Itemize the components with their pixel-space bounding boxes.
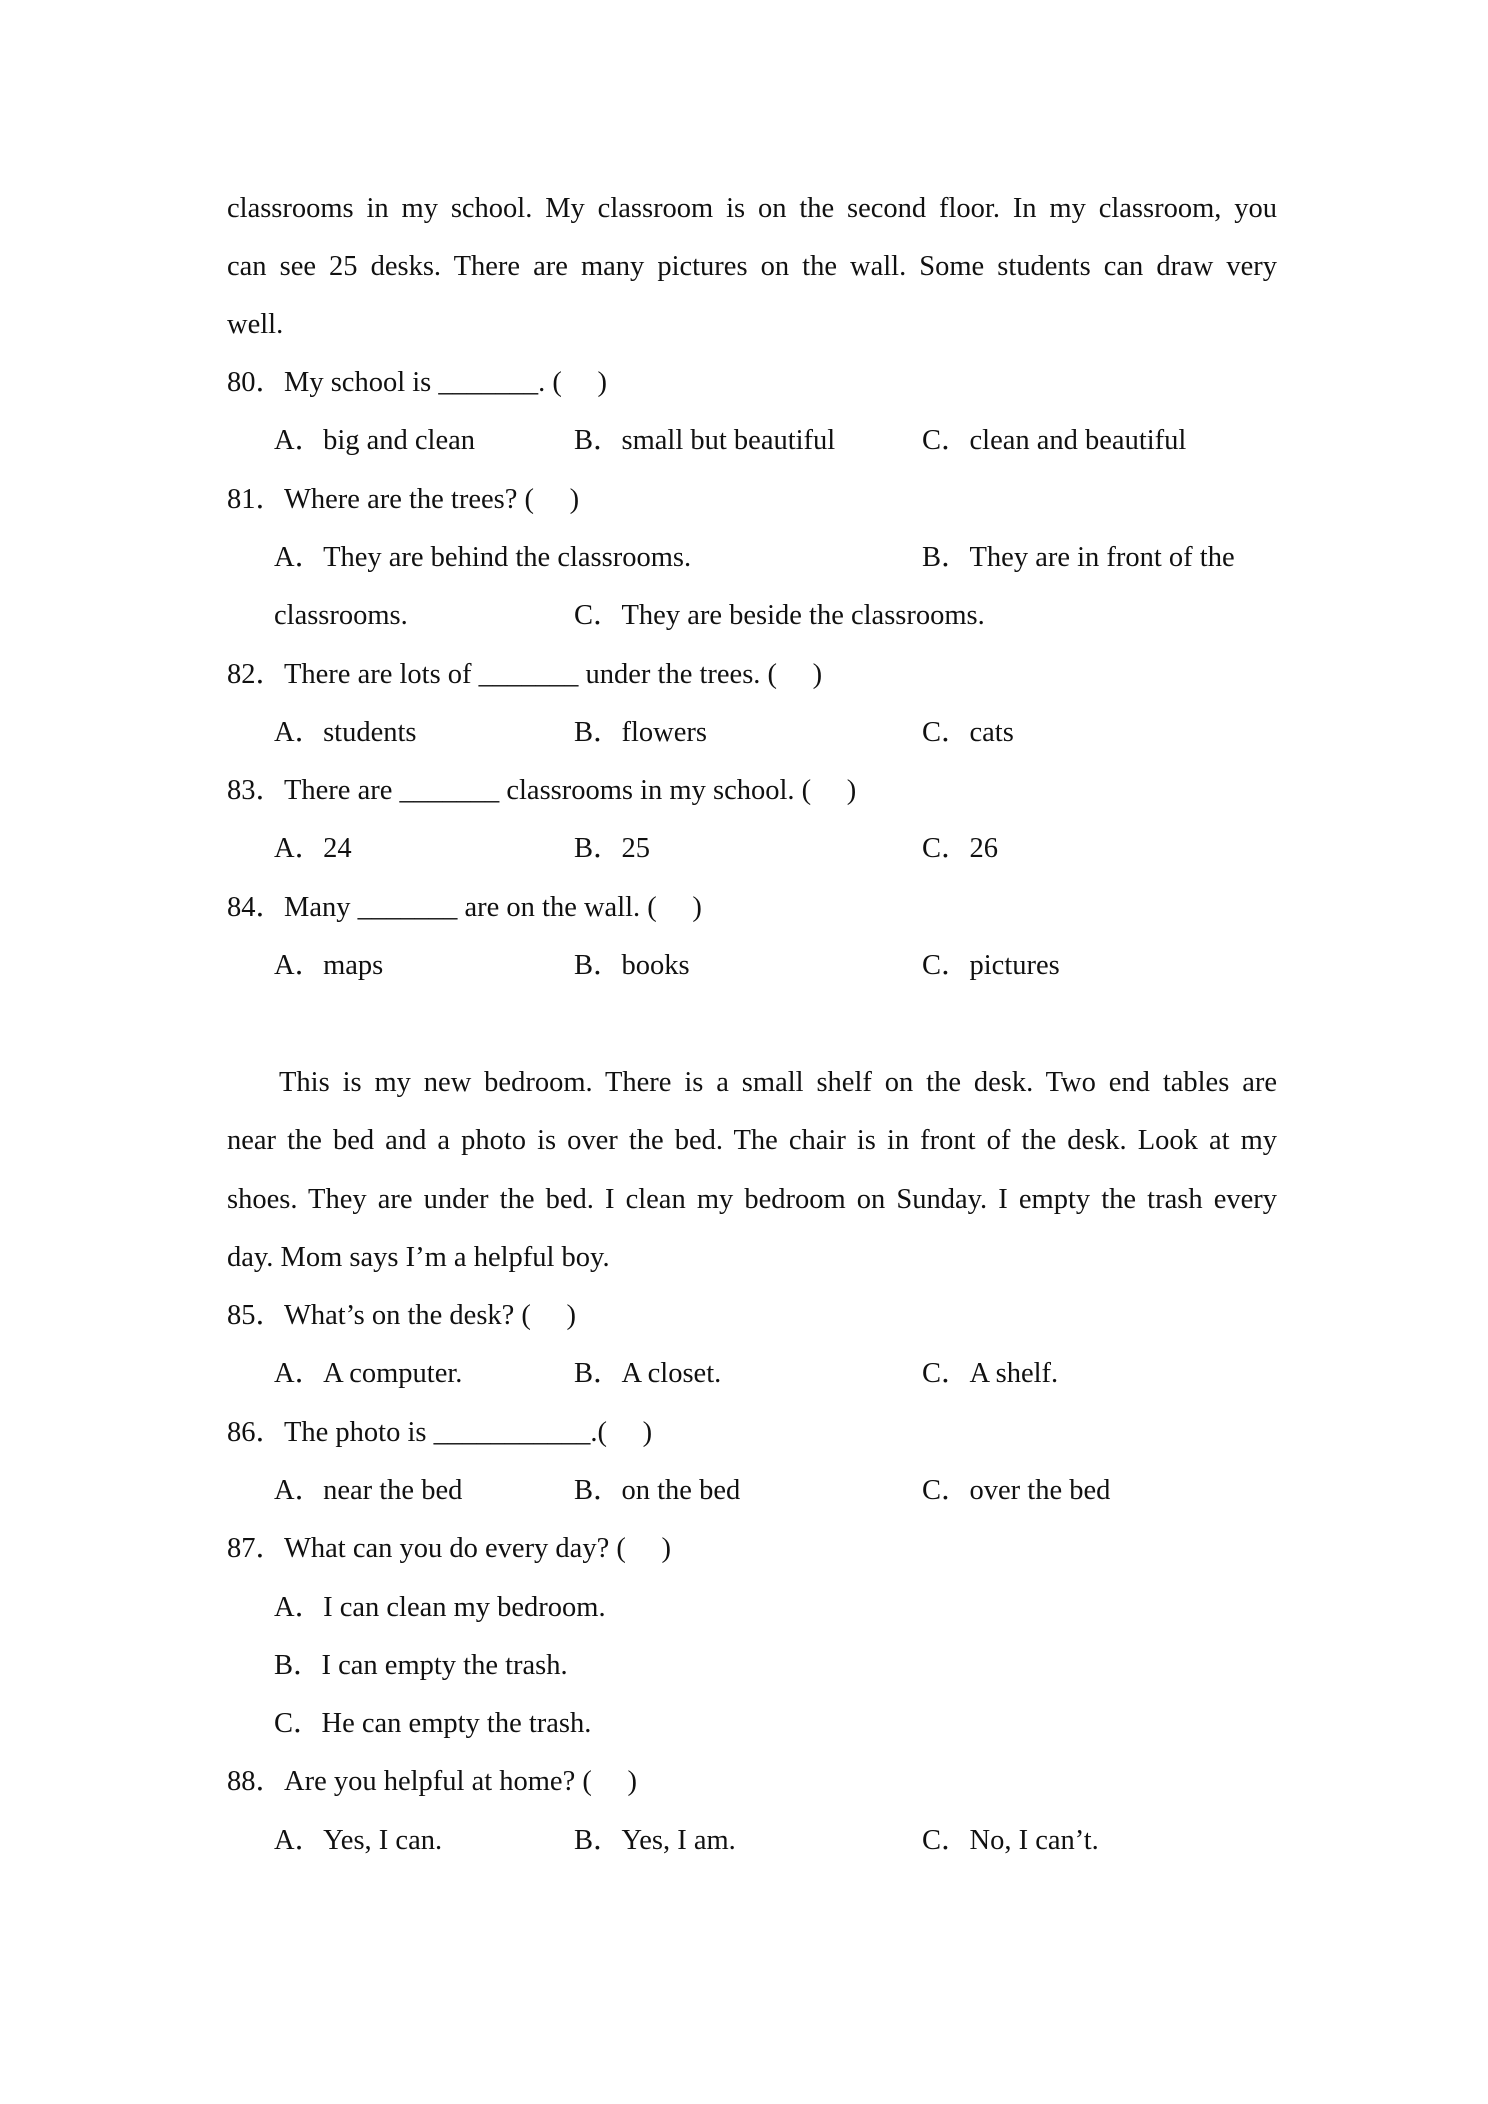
question-85-option-c: C．A shelf. bbox=[922, 1358, 1059, 1389]
question-86-option-a: A．near the bed bbox=[274, 1475, 463, 1506]
question-85-option-a: A．A computer. bbox=[274, 1358, 463, 1389]
question-81-option-b: B．They are in front of the bbox=[922, 542, 1235, 573]
question-84-option-c: C．pictures bbox=[922, 950, 1060, 981]
question-81-option-b-continued: classrooms. bbox=[274, 600, 408, 631]
question-86-option-c: C．over the bed bbox=[922, 1475, 1111, 1506]
question-80-stem: 80．My school is _______. ( ) bbox=[227, 367, 607, 398]
question-87-option-b: B．I can empty the trash. bbox=[274, 1650, 568, 1681]
passage1-line-1: classrooms in my school. My classroom is on the second floor. In my classroom, you bbox=[227, 193, 1277, 224]
question-81-option-c: C．They are beside the classrooms. bbox=[574, 600, 985, 631]
question-84-option-b: B．books bbox=[574, 950, 690, 981]
question-86-stem: 86．The photo is ___________.( ) bbox=[227, 1417, 653, 1448]
question-83-option-a: A．24 bbox=[274, 833, 352, 864]
question-84-stem: 84．Many _______ are on the wall. ( ) bbox=[227, 892, 702, 923]
question-82-stem: 82．There are lots of _______ under the trees. ( ) bbox=[227, 659, 823, 690]
passage1-line-2: can see 25 desks. There are many pictures on the wall. Some students can draw very bbox=[227, 251, 1277, 282]
question-85-stem: 85．What’s on the desk? ( ) bbox=[227, 1300, 577, 1331]
question-80-option-c: C．clean and beautiful bbox=[922, 425, 1187, 456]
question-88-stem: 88．Are you helpful at home? ( ) bbox=[227, 1766, 637, 1797]
question-87-stem: 87．What can you do every day? ( ) bbox=[227, 1533, 671, 1564]
question-88-option-b: B．Yes, I am. bbox=[574, 1825, 736, 1856]
question-80-option-a: A．big and clean bbox=[274, 425, 476, 456]
question-80-option-b: B．small but beautiful bbox=[574, 425, 836, 456]
question-83-option-b: B．25 bbox=[574, 833, 651, 864]
passage2-line-4: day. Mom says I’m a helpful boy. bbox=[227, 1242, 610, 1273]
question-86-option-b: B．on the bed bbox=[574, 1475, 741, 1506]
question-82-option-b: B．flowers bbox=[574, 717, 707, 748]
question-87-option-c: C．He can empty the trash. bbox=[274, 1708, 592, 1739]
question-88-option-c: C．No, I can’t. bbox=[922, 1825, 1099, 1856]
question-88-option-a: A．Yes, I can. bbox=[274, 1825, 443, 1856]
question-87-option-a: A．I can clean my bedroom. bbox=[274, 1592, 606, 1623]
question-84-option-a: A．maps bbox=[274, 950, 384, 981]
question-85-option-b: B．A closet. bbox=[574, 1358, 722, 1389]
passage2-line-2: near the bed and a photo is over the bed. The chair is in front of the desk. Look at my bbox=[227, 1125, 1277, 1156]
passage2-line-3: shoes. They are under the bed. I clean my bedroom on Sunday. I empty the trash every bbox=[227, 1184, 1277, 1215]
question-82-option-a: A．students bbox=[274, 717, 417, 748]
question-83-option-c: C．26 bbox=[922, 833, 999, 864]
passage1-line-3: well. bbox=[227, 309, 284, 340]
passage2-line-1: This is my new bedroom. There is a small shelf on the desk. Two end tables are bbox=[279, 1067, 1277, 1098]
question-82-option-c: C．cats bbox=[922, 717, 1014, 748]
question-81-option-a: A．They are behind the classrooms. bbox=[274, 542, 692, 573]
question-83-stem: 83．There are _______ classrooms in my school. ( ) bbox=[227, 775, 857, 806]
question-81-stem: 81．Where are the trees? ( ) bbox=[227, 484, 580, 515]
